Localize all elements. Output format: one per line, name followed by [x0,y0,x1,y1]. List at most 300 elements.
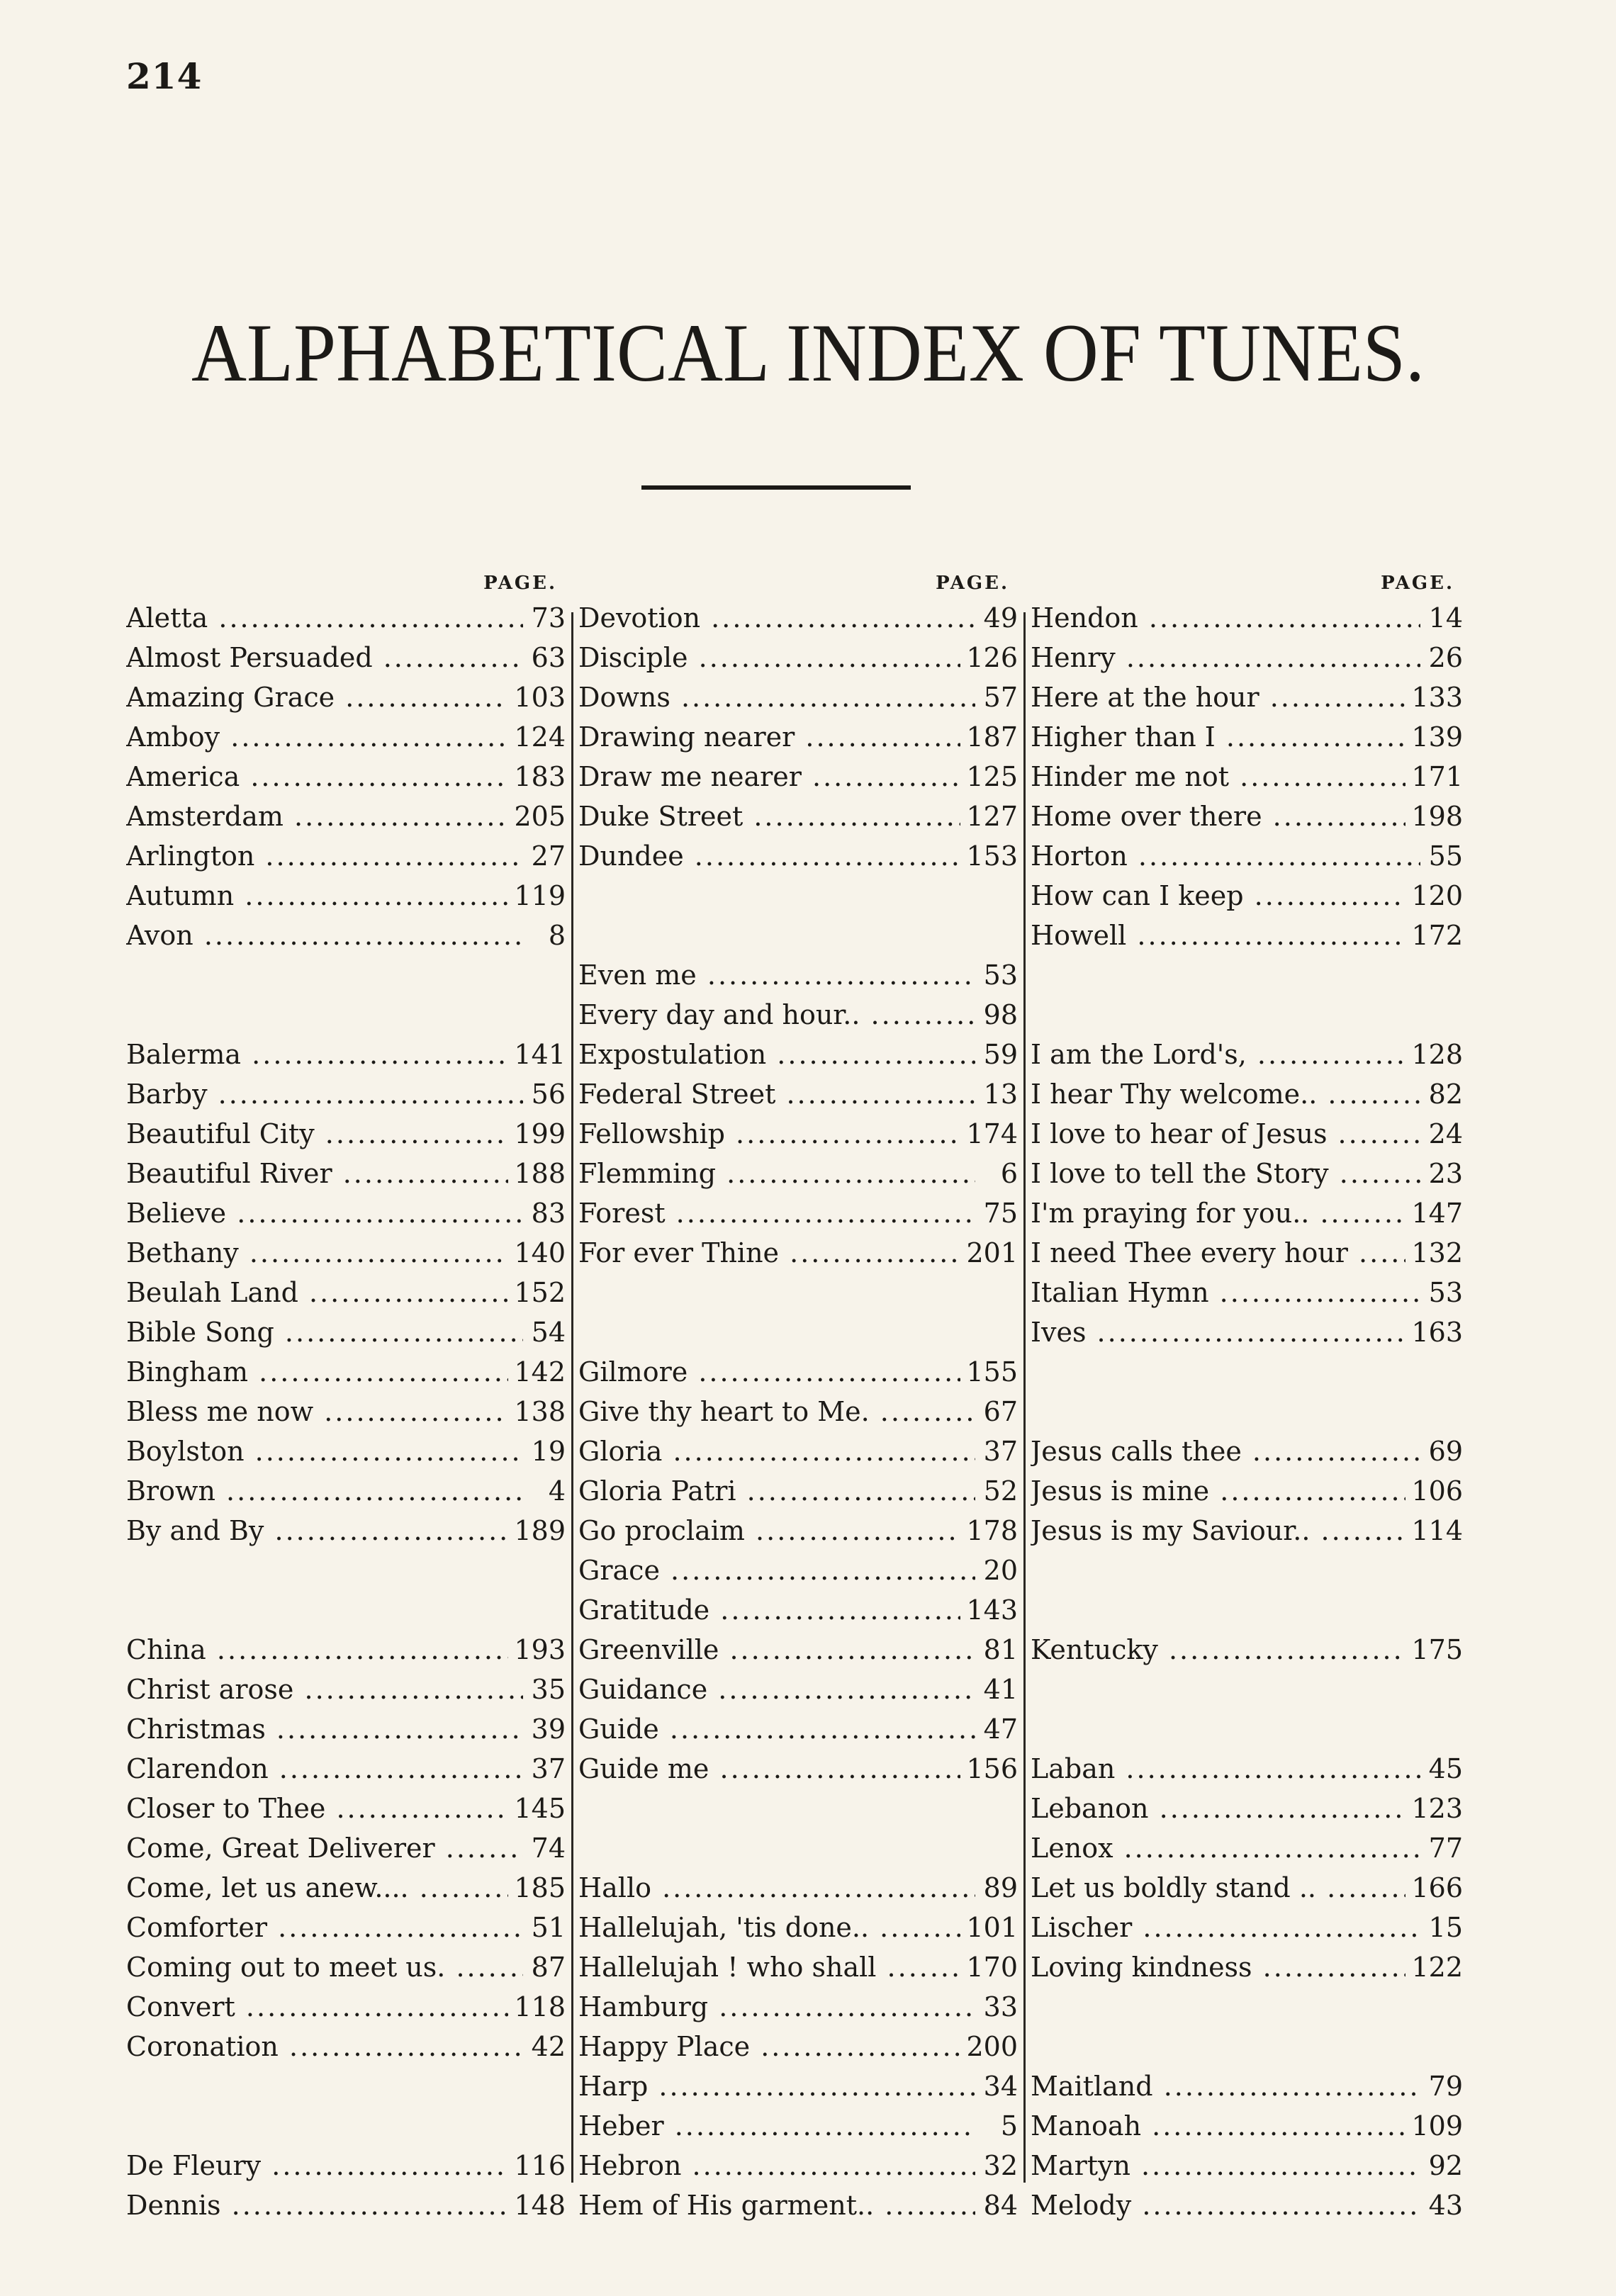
page-ref: 201 [966,1237,1018,1268]
index-entry [578,1074,1018,1114]
index-entry [1031,1947,1463,1987]
page-ref: 178 [966,1515,1018,1546]
tune-name: Hallelujah ! who shall ..... [578,1947,960,1987]
tune-name: Ives ..... [1031,1312,1405,1352]
tune-name: Comforter ..... [126,1908,523,1947]
index-entry [578,1193,1018,1233]
tune-name: Hallelujah, 'tis done.. ..... [578,1908,960,1947]
tune-name: Coming out to meet us. ..... [126,1947,523,1987]
index-entry [578,1749,1018,1789]
index-entry [126,1312,566,1352]
tune-name: Fellowship ..... [578,1114,960,1154]
tune-name: I hear Thy welcome.. ..... [1031,1074,1420,1114]
index-entry [126,717,566,757]
tune-name: Lebanon ..... [1031,1789,1405,1828]
index-entry [578,638,1018,677]
tune-name: Amsterdam ..... [126,797,508,836]
index-entry [578,1987,1018,2027]
index-entry [1031,2185,1463,2225]
tune-name: Balerma ..... [126,1035,508,1074]
tune-name: Beautiful River ..... [126,1154,508,1193]
page-ref: 153 [966,840,1018,872]
page-ref: 175 [1411,1634,1463,1665]
column-divider [571,612,573,2183]
index-entry [1031,1630,1463,1670]
page-ref: 13 [983,1079,1018,1110]
page-ref: 23 [1428,1158,1463,1189]
page-ref: 8 [548,920,566,951]
tune-name: Happy Place ..... [578,2027,960,2066]
tune-name: Forest ..... [578,1193,975,1233]
tune-name: Horton ..... [1031,836,1420,876]
tune-name: Loving kindness ..... [1031,1947,1405,1987]
index-entry [578,1947,1018,1987]
tune-name: Gloria ..... [578,1431,975,1471]
index-entry [126,638,566,677]
column-entries [1031,598,1463,2225]
page-ref: 199 [514,1118,566,1149]
tune-name: I love to tell the Story ..... [1031,1154,1420,1193]
index-entry [1031,1035,1463,1074]
tune-name: Closer to Thee ..... [126,1789,508,1828]
tune-name: Christmas ..... [126,1709,523,1749]
index-column-3 [1031,573,1463,2225]
page-ref: 51 [531,1912,566,1943]
index-entry [578,1551,1018,1590]
index-entry [126,1233,566,1273]
tune-name: Beulah Land ..... [126,1273,508,1312]
tune-name: Aletta ..... [126,598,523,638]
page-ref: 205 [514,801,566,832]
tune-name: I am the Lord's, ..... [1031,1035,1405,1074]
index-entry [1031,2146,1463,2185]
index-entry [578,2185,1018,2225]
index-entry [1031,836,1463,876]
page-ref: 142 [514,1356,566,1388]
index-column-2 [578,573,1018,2225]
page-ref: 124 [514,721,566,753]
tune-name: Convert ..... [126,1987,508,2027]
tune-name: Coronation ..... [126,2027,523,2066]
index-entry [126,2146,566,2185]
index-entry [126,1352,566,1392]
index-entry [578,955,1018,995]
tune-name: Gloria Patri ..... [578,1471,975,1511]
page-ref: 103 [514,682,566,713]
index-entry [578,1670,1018,1709]
tune-name: Devotion ..... [578,598,975,638]
column-entries [578,598,1018,2225]
index-entry [1031,1828,1463,1868]
index-entry [1031,598,1463,638]
tune-name: Bless me now ..... [126,1392,508,1431]
index-entry [1031,638,1463,677]
tune-name: Dennis ..... [126,2185,508,2225]
page-number: 214 [126,55,203,97]
page-ref: 147 [1411,1198,1463,1229]
index-entry [126,757,566,797]
page-ref: 57 [983,682,1018,713]
index-entry [1031,1511,1463,1551]
page-ref: 74 [531,1833,566,1864]
index-entry [126,1670,566,1709]
page-ref: 55 [1428,840,1463,872]
tune-name: Dundee ..... [578,836,960,876]
tune-name: Hallo ..... [578,1868,975,1908]
tune-name: Every day and hour.. ..... [578,995,975,1035]
page-ref: 116 [514,2150,566,2181]
page-ref: 43 [1428,2190,1463,2221]
page-ref: 163 [1411,1317,1463,1348]
tune-name: Jesus is mine ..... [1031,1471,1405,1511]
index-entry [578,1471,1018,1511]
index-entry [1031,1789,1463,1828]
index-entry [126,916,566,955]
page-title: ALPHABETICAL INDEX OF TUNES. [191,308,1425,399]
tune-name: Here at the hour ..... [1031,677,1405,717]
page-ref: 123 [1411,1793,1463,1824]
index-entry [126,1392,566,1431]
page-ref: 156 [966,1753,1018,1784]
page-ref: 45 [1428,1753,1463,1784]
page-ref: 200 [966,2031,1018,2062]
page-ref: 140 [514,1237,566,1268]
page-ref: 98 [983,999,1018,1030]
page-ref: 67 [983,1396,1018,1427]
index-entry [126,1511,566,1551]
page-ref: 15 [1428,1912,1463,1943]
tune-name: Higher than I ..... [1031,717,1405,757]
index-entry [126,1987,566,2027]
page-ref: 141 [514,1039,566,1070]
page-ref: 14 [1428,602,1463,634]
page-ref: 5 [1000,2110,1018,2142]
index-entry [578,757,1018,797]
tune-name: Give thy heart to Me. ..... [578,1392,975,1431]
page-ref: 82 [1428,1079,1463,1110]
page-ref: 41 [983,1674,1018,1705]
page-ref: 189 [514,1515,566,1546]
page-ref: 119 [514,880,566,911]
index-entry [1031,1749,1463,1789]
index-entry [126,876,566,916]
tune-name: Maitland ..... [1031,2066,1420,2106]
column-header: PAGE. [936,573,1009,594]
page-ref: 24 [1428,1118,1463,1149]
page-ref: 128 [1411,1039,1463,1070]
tune-name: Downs ..... [578,677,975,717]
page-ref: 83 [531,1198,566,1229]
tune-name: Even me ..... [578,955,975,995]
index-entry [126,1193,566,1233]
index-entry [1031,876,1463,916]
page-ref: 133 [1411,682,1463,713]
tune-name: Amazing Grace ..... [126,677,508,717]
index-entry [578,1511,1018,1551]
page-ref: 32 [983,2150,1018,2181]
page-ref: 172 [1411,920,1463,951]
index-entry [126,1074,566,1114]
page-ref: 79 [1428,2071,1463,2102]
page-ref: 39 [531,1713,566,1745]
page-ref: 87 [531,1952,566,1983]
page-ref: 152 [514,1277,566,1308]
tune-name: Home over there ..... [1031,797,1405,836]
tune-name: Heber ..... [578,2106,975,2146]
tune-name: Hem of His garment.. ..... [578,2185,975,2225]
tune-name: Avon ..... [126,916,523,955]
tune-name: Let us boldly stand .. ..... [1031,1868,1405,1908]
index-entry [126,1749,566,1789]
index-entry [1031,1868,1463,1908]
tune-name: Martyn ..... [1031,2146,1420,2185]
page-ref: 188 [514,1158,566,1189]
page-ref: 69 [1428,1436,1463,1467]
tune-name: Kentucky ..... [1031,1630,1405,1670]
tune-name: Beautiful City ..... [126,1114,508,1154]
page-ref: 143 [966,1594,1018,1626]
index-entry [126,1947,566,1987]
page-ref: 27 [531,840,566,872]
tune-name: Greenville ..... [578,1630,975,1670]
page-ref: 193 [514,1634,566,1665]
tune-name: Howell ..... [1031,916,1405,955]
index-entry [1031,1431,1463,1471]
column-header: PAGE. [483,573,557,594]
index-entry [578,2106,1018,2146]
tune-name: Guide ..... [578,1709,975,1749]
tune-name: Bethany ..... [126,1233,508,1273]
tune-name: Grace ..... [578,1551,975,1590]
index-entry [578,1035,1018,1074]
tune-name: Come, Great Deliverer ..... [126,1828,523,1868]
index-entry [578,1590,1018,1630]
index-entry [578,995,1018,1035]
index-entry [1031,1154,1463,1193]
index-entry [578,1114,1018,1154]
tune-name: Come, let us anew.... ..... [126,1868,508,1908]
index-entry [126,1868,566,1908]
page-ref: 37 [983,1436,1018,1467]
page-ref: 47 [983,1713,1018,1745]
index-entry [126,2027,566,2066]
index-entry [578,1431,1018,1471]
index-entry [126,1709,566,1749]
tune-name: Guide me ..... [578,1749,960,1789]
index-entry [1031,1233,1463,1273]
page-ref: 185 [514,1872,566,1903]
tune-name: Disciple ..... [578,638,960,677]
page-ref: 127 [966,801,1018,832]
page-ref: 73 [531,602,566,634]
index-entry [126,1828,566,1868]
index-entry [578,1630,1018,1670]
page-ref: 166 [1411,1872,1463,1903]
page-ref: 139 [1411,721,1463,753]
tune-name: I need Thee every hour ..... [1031,1233,1405,1273]
index-column-1 [126,573,566,2225]
index-entry [578,598,1018,638]
tune-name: Jesus calls thee ..... [1031,1431,1420,1471]
page-ref: 56 [531,1079,566,1110]
tune-name: Laban ..... [1031,1749,1420,1789]
page-ref: 42 [531,2031,566,2062]
page-ref: 81 [983,1634,1018,1665]
page-ref: 34 [983,2071,1018,2102]
column-entries [126,598,566,2225]
tune-name: Italian Hymn ..... [1031,1273,1420,1312]
tune-name: Manoah ..... [1031,2106,1405,2146]
page-ref: 120 [1411,880,1463,911]
index-entry [126,677,566,717]
tune-name: Boylston ..... [126,1431,523,1471]
index-entry [578,2146,1018,2185]
tune-name: Amboy ..... [126,717,508,757]
page-ref: 145 [514,1793,566,1824]
index-entry [578,1352,1018,1392]
title-rule [641,485,911,490]
index-entry [126,598,566,638]
column-header: PAGE. [1381,573,1454,594]
page-ref: 138 [514,1396,566,1427]
page-ref: 77 [1428,1833,1463,1864]
index-entry [1031,797,1463,836]
page-ref: 148 [514,2190,566,2221]
tune-name: I love to hear of Jesus ..... [1031,1114,1420,1154]
tune-name: Drawing nearer ..... [578,717,960,757]
index-entry [126,1471,566,1511]
tune-name: Clarendon ..... [126,1749,523,1789]
tune-name: Bingham ..... [126,1352,508,1392]
tune-name: Almost Persuaded ..... [126,638,523,677]
page-ref: 6 [1000,1158,1018,1189]
page-ref: 122 [1411,1952,1463,1983]
tune-name: Harp ..... [578,2066,975,2106]
tune-name: Melody ..... [1031,2185,1420,2225]
index-entry [126,2185,566,2225]
index-entry [578,1392,1018,1431]
tune-name: Autumn ..... [126,876,508,916]
index-entry [1031,1114,1463,1154]
page-ref: 106 [1411,1475,1463,1507]
page-ref: 125 [966,761,1018,792]
tune-name: Gratitude ..... [578,1590,960,1630]
page-ref: 171 [1411,761,1463,792]
tune-name: Jesus is my Saviour.. ..... [1031,1511,1405,1551]
tune-name: De Fleury ..... [126,2146,508,2185]
page-ref: 49 [983,602,1018,634]
page-ref: 118 [514,1991,566,2022]
tune-name: Guidance ..... [578,1670,975,1709]
index-entry [1031,1908,1463,1947]
index-entry [1031,1312,1463,1352]
tune-name: I'm praying for you.. ..... [1031,1193,1405,1233]
page-ref: 92 [1428,2150,1463,2181]
tune-name: Henry ..... [1031,638,1420,677]
page-ref: 19 [531,1436,566,1467]
index-entry [126,1154,566,1193]
index-entry [1031,1074,1463,1114]
index-entry [126,1630,566,1670]
page-ref: 114 [1411,1515,1463,1546]
index-entry [1031,1471,1463,1511]
page-ref: 198 [1411,801,1463,832]
index-entry [578,1154,1018,1193]
index-entry [578,1709,1018,1749]
page-ref: 26 [1428,642,1463,673]
tune-name: Gilmore ..... [578,1352,960,1392]
tune-name: China ..... [126,1630,508,1670]
tune-name: Hendon ..... [1031,598,1420,638]
page-ref: 4 [548,1475,566,1507]
tune-name: Federal Street ..... [578,1074,975,1114]
page-ref: 75 [983,1198,1018,1229]
tune-name: Christ arose ..... [126,1670,523,1709]
tune-name: Go proclaim ..... [578,1511,960,1551]
page-ref: 54 [531,1317,566,1348]
page-ref: 89 [983,1872,1018,1903]
page-ref: 53 [1428,1277,1463,1308]
tune-name: How can I keep ..... [1031,876,1405,916]
index-entry [1031,717,1463,757]
tune-name: Bible Song ..... [126,1312,523,1352]
tune-name: Arlington ..... [126,836,523,876]
tune-name: Duke Street ..... [578,797,960,836]
page-ref: 37 [531,1753,566,1784]
page-ref: 187 [966,721,1018,753]
page-ref: 170 [966,1952,1018,1983]
page-ref: 59 [983,1039,1018,1070]
tune-name: Lenox ..... [1031,1828,1420,1868]
page-ref: 101 [966,1912,1018,1943]
index-entry [578,677,1018,717]
page-ref: 109 [1411,2110,1463,2142]
index-entry [578,2066,1018,2106]
tune-name: Lischer ..... [1031,1908,1420,1947]
page-ref: 20 [983,1555,1018,1586]
index-entry [126,797,566,836]
index-entry [1031,677,1463,717]
page-ref: 174 [966,1118,1018,1149]
index-entry [126,1431,566,1471]
index-entry [126,1908,566,1947]
tune-name: Hinder me not ..... [1031,757,1405,797]
index-entry [126,1273,566,1312]
tune-name: Hamburg ..... [578,1987,975,2027]
page-ref: 63 [531,642,566,673]
tune-name: Believe ..... [126,1193,523,1233]
tune-name: Barby ..... [126,1074,523,1114]
column-divider [1023,612,1026,2183]
tune-name: Brown ..... [126,1471,523,1511]
tune-name: For ever Thine ..... [578,1233,960,1273]
page-ref: 155 [966,1356,1018,1388]
index-entry [126,836,566,876]
index-entry [578,797,1018,836]
index-entry [1031,2066,1463,2106]
index-entry [1031,1273,1463,1312]
index-entry [126,1035,566,1074]
page-ref: 183 [514,761,566,792]
index-entry [1031,916,1463,955]
page-ref: 126 [966,642,1018,673]
page-ref: 53 [983,960,1018,991]
index-entry [1031,1193,1463,1233]
tune-name: Draw me nearer ..... [578,757,960,797]
index-entry [1031,757,1463,797]
index-entry [126,1114,566,1154]
tune-name: Expostulation ..... [578,1035,975,1074]
